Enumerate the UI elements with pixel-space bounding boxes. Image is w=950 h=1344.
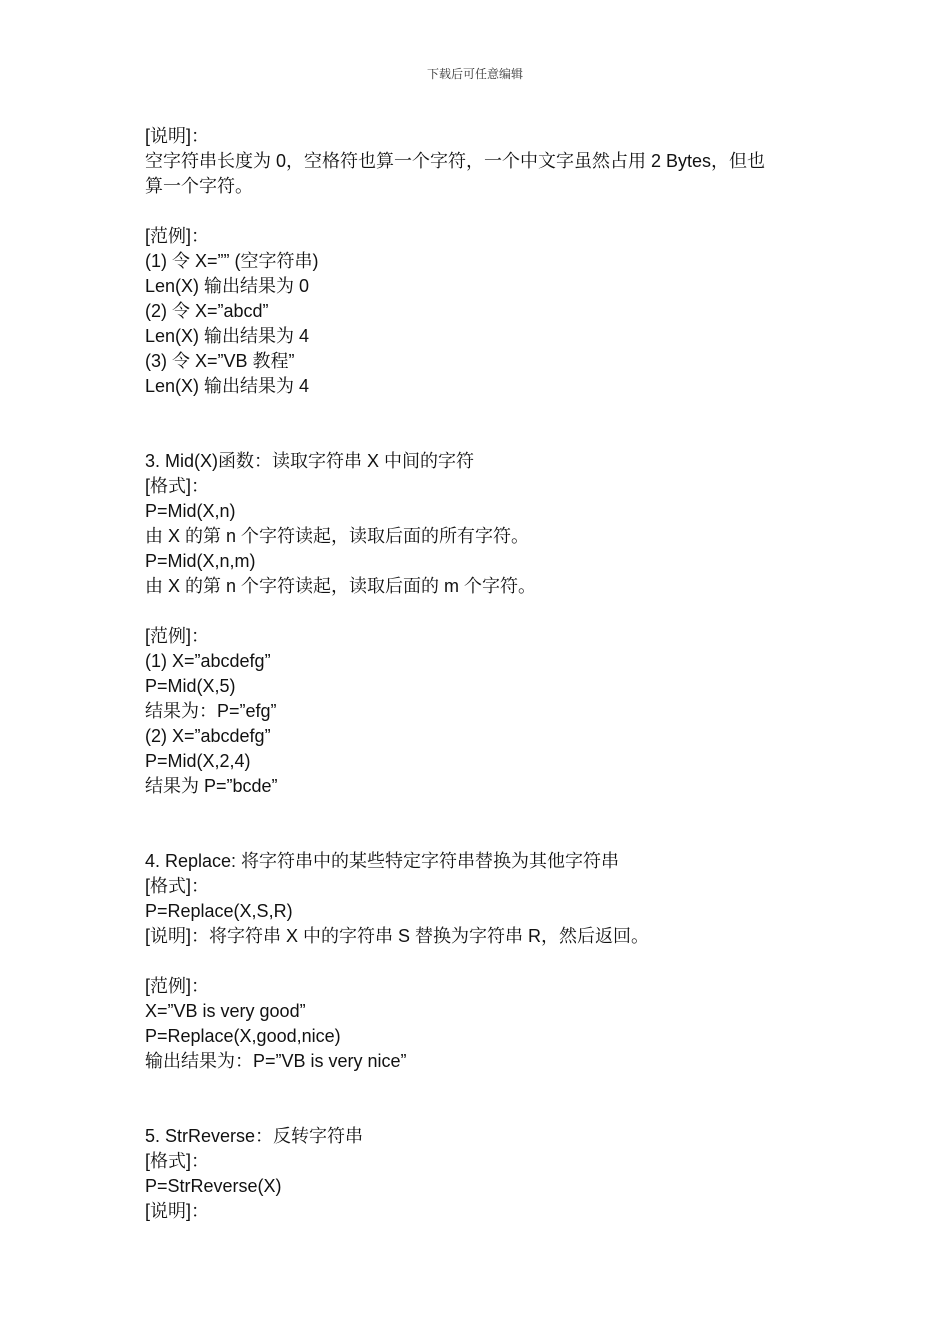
text-line: 结果为 P=”bcde” <box>145 776 278 796</box>
blank-line <box>145 599 825 624</box>
blank-line <box>145 824 825 849</box>
text-line: Len(X) 输出结果为 0 <box>145 276 310 296</box>
text-line: [说明]： <box>145 126 210 146</box>
text-line: [范例]： <box>145 626 210 646</box>
text-line: 由 X 的第 n 个字符读起，读取后面的 m 个字符。 <box>145 576 537 596</box>
text-line: 输出结果为：P=”VB is very nice” <box>145 1051 407 1071</box>
blank-line <box>145 1099 825 1124</box>
blank-line <box>145 1074 825 1099</box>
text-line: P=StrReverse(X) <box>145 1176 282 1196</box>
text-line: 空字符串长度为 0，空格符也算一个字符，一个中文字虽然占用 2 Bytes，但也 <box>145 151 766 171</box>
text-line: P=Mid(X,2,4) <box>145 751 251 771</box>
text-line: P=Replace(X,good,nice) <box>145 1026 341 1046</box>
text-line: [说明]： <box>145 1201 210 1221</box>
document-body <box>145 124 825 1224</box>
text-line: (1) X=”abcdefg” <box>145 651 271 671</box>
text-line: P=Mid(X,n,m) <box>145 551 256 571</box>
text-line: 算一个字符。 <box>145 176 253 196</box>
text-line: 4. Replace: 将字符串中的某些特定字符串替换为其他字符串 <box>145 851 620 871</box>
text-line: [范例]： <box>145 226 210 246</box>
text-line: 结果为：P=”efg” <box>145 701 277 721</box>
text-line: (1) 令 X=”” (空字符串) <box>145 251 319 271</box>
text-line: (2) X=”abcdefg” <box>145 726 271 746</box>
text-line: 由 X 的第 n 个字符读起，读取后面的所有字符。 <box>145 526 530 546</box>
text-line: [范例]： <box>145 976 210 996</box>
text-line: X=”VB is very good” <box>145 1001 306 1021</box>
text-line: (3) 令 X=”VB 教程” <box>145 351 295 371</box>
blank-line <box>145 424 825 449</box>
text-line: Len(X) 输出结果为 4 <box>145 376 310 396</box>
text-line: [格式]： <box>145 876 210 896</box>
text-line: [说明]：将字符串 X 中的字符串 S 替换为字符串 R，然后返回。 <box>145 926 650 946</box>
text-line: 3. Mid(X)函数：读取字符串 X 中间的字符 <box>145 451 475 471</box>
text-line: (2) 令 X=”abcd” <box>145 301 269 321</box>
text-line: 5. StrReverse：反转字符串 <box>145 1126 364 1146</box>
blank-line <box>145 199 825 224</box>
text-line: P=Replace(X,S,R) <box>145 901 293 921</box>
blank-line <box>145 799 825 824</box>
text-line: [格式]： <box>145 1151 210 1171</box>
text-line: P=Mid(X,5) <box>145 676 236 696</box>
blank-line <box>145 399 825 424</box>
text-line: [格式]： <box>145 476 210 496</box>
blank-line <box>145 949 825 974</box>
text-line: P=Mid(X,n) <box>145 501 236 521</box>
text-line: Len(X) 输出结果为 4 <box>145 326 310 346</box>
page-header: 下载后可任意编辑 <box>426 67 523 81</box>
